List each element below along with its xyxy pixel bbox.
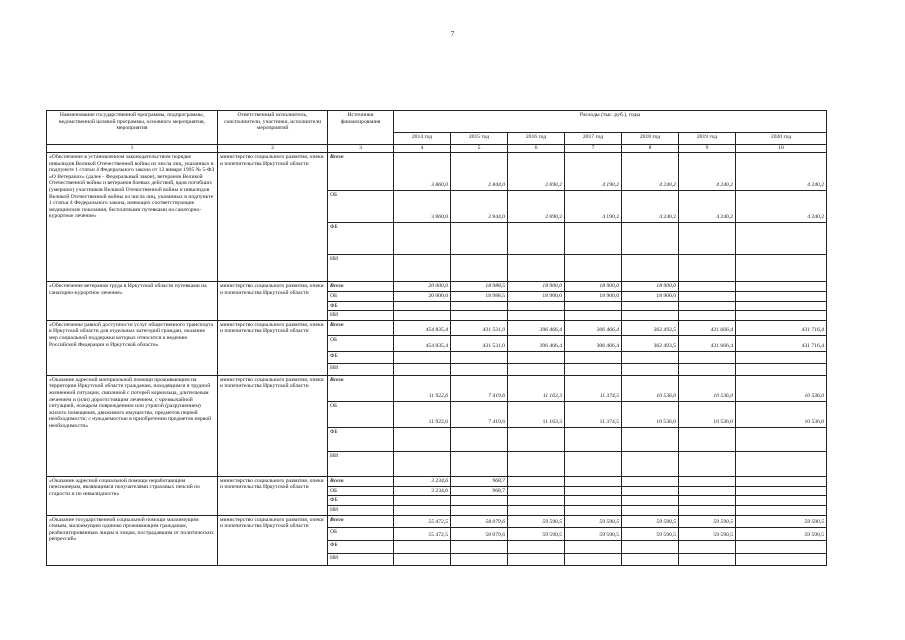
budget-table (46, 110, 827, 566)
amount-cell (622, 311, 679, 321)
amount-cell (622, 427, 679, 451)
amount-cell: 10 536,0 (679, 375, 736, 401)
amount-cell (565, 540, 622, 553)
funding-source: Всего (328, 515, 394, 527)
funding-source: ОБ (328, 292, 394, 302)
amount-cell: 4 240,2 (622, 191, 679, 223)
amount-cell (451, 255, 508, 282)
activity-executor: министерство социального развития, опеки и попечительства Иркутской области (218, 515, 328, 565)
amount-cell (736, 282, 827, 292)
amount-cell (679, 476, 736, 486)
amount-cell: 18 900,0 (508, 282, 565, 292)
amount-cell (679, 255, 736, 282)
activity-name: «Оказание адресной материальной помощи проживающим на территории Иркутской области гражданам, находящимся в трудной жизненной ситуации, связанной с потерей кормильца, длительным лечением и (или) дорогостоящим лечением, с чрезвычайной ситуацией, пожаром повреждением или утратой (разрушением) жилого помещения, движимого имущества, предметов первой необходимости; с нуждаемостью в приобретении предметов первой необходимости» (47, 375, 218, 476)
amount-cell (622, 496, 679, 506)
amount-cell (394, 351, 451, 363)
amount-cell (679, 301, 736, 311)
amount-cell: 11 922,6 (394, 375, 451, 401)
amount-cell (565, 351, 622, 363)
amount-cell (394, 363, 451, 375)
amount-cell: 4 190,2 (565, 153, 622, 191)
amount-cell: 20 000,0 (394, 292, 451, 302)
funding-source: Всего (328, 282, 394, 292)
amount-cell: 4 240,2 (679, 191, 736, 223)
amount-cell (622, 351, 679, 363)
amount-cell (679, 553, 736, 565)
header-year: 2016 год (508, 133, 565, 145)
column-number: 2 (218, 145, 328, 153)
amount-cell (508, 363, 565, 375)
activity-executor: министерство социального развития, опеки и попечительства Иркутской области (218, 282, 328, 321)
amount-cell: 59 590,5 (565, 527, 622, 540)
amount-cell: 55 472,5 (394, 527, 451, 540)
amount-cell: 454 835,4 (394, 335, 451, 351)
funding-source: ИИ (328, 451, 394, 476)
amount-cell (679, 427, 736, 451)
amount-cell (736, 476, 827, 486)
amount-cell: 431 531,0 (451, 320, 508, 335)
amount-cell (565, 311, 622, 321)
activity-executor: министерство социального развития, опеки и попечительства Иркутской области (218, 153, 328, 282)
header-expenses: Расходы (тыс. руб.), годы (394, 111, 827, 133)
header-source: Источники финансирования (328, 111, 394, 145)
amount-cell: 431 531,0 (451, 335, 508, 351)
column-number: 4 (394, 145, 451, 153)
amount-cell (736, 486, 827, 496)
amount-cell (736, 427, 827, 451)
amount-cell: 2 690,2 (508, 153, 565, 191)
amount-cell (679, 486, 736, 496)
amount-cell (451, 496, 508, 506)
amount-cell (451, 363, 508, 375)
funding-source: ОБ (328, 486, 394, 496)
header-year: 2020 год (736, 133, 827, 145)
amount-cell: 59 590,5 (736, 515, 827, 527)
amount-cell: 11 922,6 (394, 401, 451, 427)
amount-cell (622, 505, 679, 515)
amount-cell: 431 666,4 (679, 320, 736, 335)
amount-cell: 2 690,2 (508, 191, 565, 223)
amount-cell (736, 351, 827, 363)
amount-cell (508, 255, 565, 282)
funding-source: ОБ (328, 335, 394, 351)
activity-executor: министерство социального развития, опеки и попечительства Иркутской области (218, 320, 328, 375)
amount-cell: 59 590,5 (679, 515, 736, 527)
amount-cell (736, 292, 827, 302)
column-number: 3 (328, 145, 394, 153)
funding-source: ОБ (328, 191, 394, 223)
amount-cell (565, 451, 622, 476)
amount-cell: 11 163,3 (508, 375, 565, 401)
amount-cell (565, 486, 622, 496)
amount-cell (394, 553, 451, 565)
table-row (47, 476, 827, 486)
funding-source: ИИ (328, 505, 394, 515)
activity-name: «Оказание государственной социальной помощи малоимущим семьям, малоимущим одиноко проживающим гражданам, реабилитированным лицам и лицам, пострадавшим от политических репрессий» (47, 515, 218, 565)
funding-source: Всего (328, 375, 394, 401)
amount-cell: 59 590,5 (679, 527, 736, 540)
amount-cell: 18 900,0 (622, 292, 679, 302)
amount-cell (679, 505, 736, 515)
amount-cell: 306 466,4 (565, 335, 622, 351)
activity-name: «Обеспечение равной доступности услуг общественного транспорта в Иркутской области для отдельных категорий граждан, оказание мер социальной поддержки которых относится к ведению Российской Федерации и Иркутской области» (47, 320, 218, 375)
activity-executor: министерство социального развития, опеки и попечительства Иркутской области (218, 375, 328, 476)
amount-cell (508, 476, 565, 486)
amount-cell (736, 505, 827, 515)
amount-cell (394, 505, 451, 515)
funding-source: ОБ (328, 401, 394, 427)
amount-cell: 58 079,6 (451, 527, 508, 540)
amount-cell: 7 419,6 (451, 401, 508, 427)
funding-source: ФБ (328, 540, 394, 553)
amount-cell (736, 553, 827, 565)
amount-cell: 59 590,5 (508, 515, 565, 527)
amount-cell (508, 451, 565, 476)
amount-cell: 362 493,5 (622, 320, 679, 335)
amount-cell (451, 451, 508, 476)
table-body (47, 153, 827, 566)
column-number: 9 (679, 145, 736, 153)
amount-cell (508, 311, 565, 321)
amount-cell: 396 466,4 (508, 335, 565, 351)
header-year: 2015 год (451, 133, 508, 145)
amount-cell: 3 860,0 (394, 153, 451, 191)
amount-cell: 4 240,2 (679, 153, 736, 191)
amount-cell (508, 505, 565, 515)
table-row (47, 320, 827, 335)
amount-cell: 18 988,5 (451, 282, 508, 292)
amount-cell: 11 374,5 (565, 401, 622, 427)
activity-name: «Оказание адресной социальной помощи неработающим пенсионерам, являющимся получателями страховых пенсий по старости и по инвалидности» (47, 476, 218, 515)
amount-cell: 59 590,5 (736, 527, 827, 540)
amount-cell (508, 351, 565, 363)
amount-cell: 59 590,5 (508, 527, 565, 540)
funding-source: ФБ (328, 351, 394, 363)
column-number: 5 (451, 145, 508, 153)
funding-source: Всего (328, 476, 394, 486)
amount-cell (394, 255, 451, 282)
header-year: 2019 год (679, 133, 736, 145)
amount-cell (736, 255, 827, 282)
amount-cell (622, 553, 679, 565)
amount-cell (508, 301, 565, 311)
page-number: 7 (450, 30, 455, 38)
amount-cell: 10 536,0 (622, 401, 679, 427)
amount-cell (622, 486, 679, 496)
amount-cell: 11 374,5 (565, 375, 622, 401)
amount-cell: 59 590,5 (622, 515, 679, 527)
amount-cell (451, 223, 508, 255)
amount-cell (622, 255, 679, 282)
column-number: 1 (47, 145, 218, 153)
amount-cell (736, 301, 827, 311)
amount-cell (394, 427, 451, 451)
amount-cell (736, 496, 827, 506)
amount-cell (679, 496, 736, 506)
amount-cell (508, 223, 565, 255)
amount-cell: 18 900,0 (622, 282, 679, 292)
funding-source: ФБ (328, 496, 394, 506)
amount-cell: 4 240,2 (736, 191, 827, 223)
funding-source: ФБ (328, 427, 394, 451)
funding-source: ОБ (328, 527, 394, 540)
amount-cell (679, 282, 736, 292)
amount-cell (451, 427, 508, 451)
amount-cell (565, 363, 622, 375)
amount-cell: 11 163,3 (508, 401, 565, 427)
amount-cell: 3 234,6 (394, 486, 451, 496)
amount-cell (565, 427, 622, 451)
amount-cell (679, 363, 736, 375)
amount-cell: 18 900,0 (565, 282, 622, 292)
amount-cell (565, 255, 622, 282)
column-number: 10 (736, 145, 827, 153)
funding-source: ИИ (328, 255, 394, 282)
funding-source: ИИ (328, 553, 394, 565)
amount-cell: 7 419,6 (451, 375, 508, 401)
amount-cell: 10 536,0 (736, 375, 827, 401)
amount-cell (451, 505, 508, 515)
amount-cell: 3 234,6 (394, 476, 451, 486)
amount-cell: 431 716,4 (736, 335, 827, 351)
amount-cell (508, 486, 565, 496)
header-year: 2018 год (622, 133, 679, 145)
amount-cell: 10 536,0 (679, 401, 736, 427)
amount-cell (679, 451, 736, 476)
amount-cell: 2 844,0 (451, 191, 508, 223)
table-row (47, 375, 827, 401)
amount-cell (451, 553, 508, 565)
amount-cell (508, 553, 565, 565)
amount-cell (508, 427, 565, 451)
amount-cell (622, 540, 679, 553)
funding-source: ФБ (328, 301, 394, 311)
amount-cell (565, 301, 622, 311)
amount-cell: 454 835,4 (394, 320, 451, 335)
column-number: 7 (565, 145, 622, 153)
amount-cell (565, 496, 622, 506)
amount-cell (565, 476, 622, 486)
table-row (47, 282, 827, 292)
amount-cell: 20 000,0 (394, 282, 451, 292)
amount-cell (736, 311, 827, 321)
amount-cell (622, 223, 679, 255)
amount-cell (736, 363, 827, 375)
activity-name: «Обеспечение в установленном законодательством порядке инвалидов Великой Отечественной войны из числа лиц, указанных в подпункте 1 статьи 4 Федерального закона от 12 января 1995 № 5-ФЗ «О Ветеранах» (далее - Федеральный закон), ветеранов Великой Отечественной войны и ветеранов боевых действий, вдов погибших (умерших) участников Великой Отечественной войны и инвалидов Великой Отечественной войны из числа лиц, указанных в подпункте 1 статьи 4 Федерального закона, имеющих соответствующие медицинские показания, бесплатными путевками на санаторно-курортное лечение» (47, 153, 218, 282)
header-year: 2017 год (565, 133, 622, 145)
funding-source: Всего (328, 153, 394, 191)
amount-cell (679, 540, 736, 553)
amount-cell (622, 476, 679, 486)
table-row (47, 153, 827, 191)
amount-cell (736, 451, 827, 476)
amount-cell: 431 666,4 (679, 335, 736, 351)
amount-cell (394, 223, 451, 255)
amount-cell: 4 240,2 (622, 153, 679, 191)
amount-cell (622, 363, 679, 375)
amount-cell: 58 079,6 (451, 515, 508, 527)
amount-cell (679, 223, 736, 255)
amount-cell (736, 540, 827, 553)
header-executor: Ответственный исполнитель, соисполнители, участники, исполнители мероприятий (218, 111, 328, 145)
amount-cell: 968,7 (451, 476, 508, 486)
amount-cell (394, 311, 451, 321)
amount-cell (622, 301, 679, 311)
amount-cell: 59 590,5 (622, 527, 679, 540)
amount-cell: 4 190,2 (565, 191, 622, 223)
table-row (47, 515, 827, 527)
activity-name: «Обеспечение ветеранов труда в Иркутской области путевками на санаторно-курортное лечение» (47, 282, 218, 321)
amount-cell (565, 223, 622, 255)
amount-cell (451, 351, 508, 363)
amount-cell (394, 496, 451, 506)
amount-cell: 362 493,5 (622, 335, 679, 351)
amount-cell: 306 466,4 (565, 320, 622, 335)
funding-source: ИИ (328, 311, 394, 321)
amount-cell (451, 311, 508, 321)
funding-source: ФБ (328, 223, 394, 255)
amount-cell (451, 540, 508, 553)
amount-cell: 10 536,0 (622, 375, 679, 401)
column-number: 8 (622, 145, 679, 153)
activity-executor: министерство социального развития, опеки и попечительства Иркутской области (218, 476, 328, 515)
amount-cell: 431 716,4 (736, 320, 827, 335)
amount-cell (565, 505, 622, 515)
amount-cell: 3 860,0 (394, 191, 451, 223)
column-number: 6 (508, 145, 565, 153)
amount-cell: 59 590,5 (565, 515, 622, 527)
header-year: 2014 год (394, 133, 451, 145)
amount-cell: 18 900,0 (508, 292, 565, 302)
amount-cell: 18 900,0 (565, 292, 622, 302)
funding-source: ИИ (328, 363, 394, 375)
amount-cell (565, 553, 622, 565)
amount-cell (508, 496, 565, 506)
amount-cell: 55 472,5 (394, 515, 451, 527)
amount-cell (679, 351, 736, 363)
amount-cell: 4 240,2 (736, 153, 827, 191)
amount-cell (736, 223, 827, 255)
amount-cell (508, 540, 565, 553)
amount-cell (451, 301, 508, 311)
amount-cell: 396 466,4 (508, 320, 565, 335)
header-name: Наименование государственной программы, подпрограммы, ведомственной целевой программы, основного мероприятия, мероприятия (47, 111, 218, 145)
amount-cell (394, 301, 451, 311)
amount-cell: 10 536,0 (736, 401, 827, 427)
amount-cell: 2 844,0 (451, 153, 508, 191)
amount-cell (394, 451, 451, 476)
amount-cell (679, 311, 736, 321)
amount-cell: 968,7 (451, 486, 508, 496)
funding-source: Всего (328, 320, 394, 335)
amount-cell (679, 292, 736, 302)
amount-cell (622, 451, 679, 476)
amount-cell: 18 988,5 (451, 292, 508, 302)
amount-cell (394, 540, 451, 553)
